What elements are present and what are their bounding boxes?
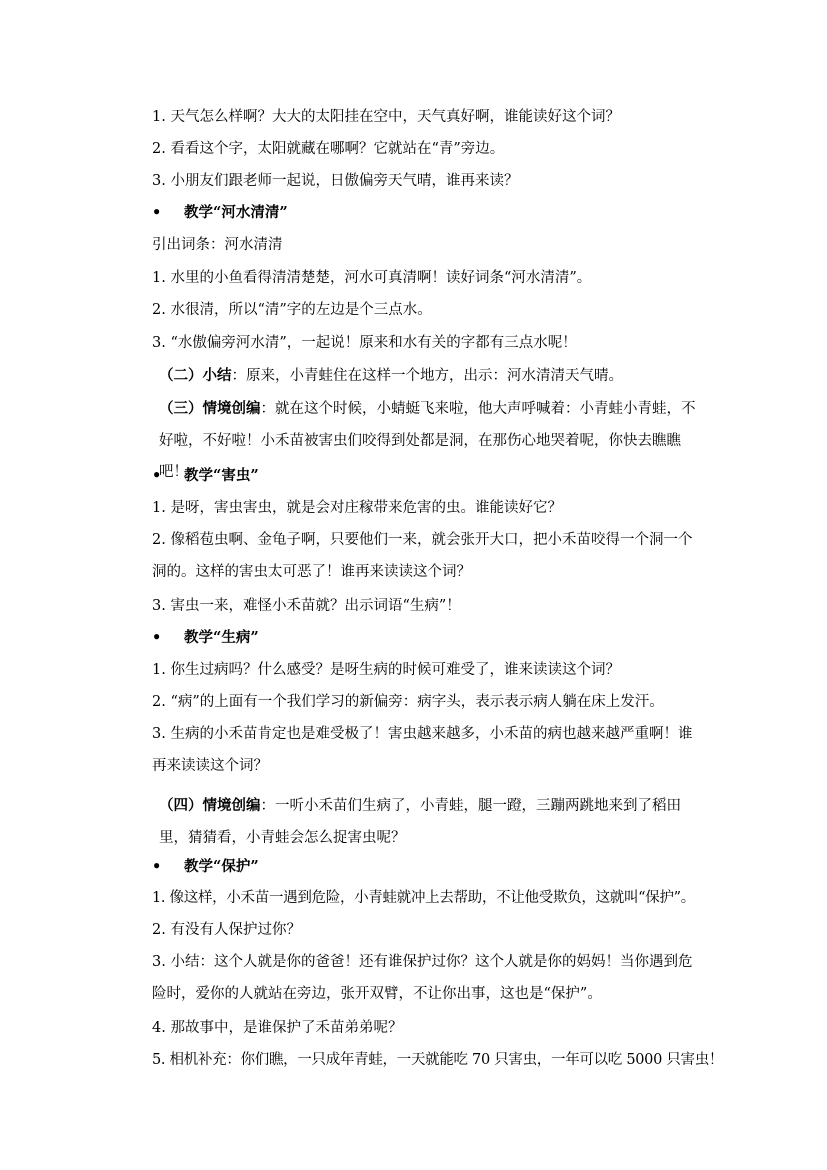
paragraph-17: 4. 那故事中，是谁保护了禾苗弟弟呢？: [152, 1020, 403, 1036]
paragraph-6: 2. 水很清，所以“清”字的左边是个三点水。: [152, 302, 432, 318]
paragraph-2: 2. 看看这个字，太阳就藏在哪啊？它就站在“青”旁边。: [152, 141, 505, 157]
paragraph-5: 1. 水里的小鱼看得清清楚楚，河水可真清啊！读好词条“河水清清”。: [152, 270, 592, 286]
paragraph-14: 1. 像这样，小禾苗一遇到危险，小青蛙就冲上去帮助，不让他受欺负，这就叫“保护”。: [152, 890, 695, 906]
section-label: （三）情境创编: [159, 400, 261, 417]
bullet-icon: •: [152, 858, 162, 875]
section-summary: [159, 366, 623, 386]
paragraph-10: 3. 害虫一来，难怪小禾苗就？出示词语“生病”！: [152, 598, 461, 614]
paragraph-1: 1. 天气怎么样啊？大大的太阳挂在空中，天气真好啊，谁能读好这个词？: [152, 109, 620, 125]
paragraph-9: 2. 像稻苞虫啊、金龟子啊，只要他们一来，就会张开大口，把小禾苗咬得一个洞一个洞的。这样的害虫太可恶了！谁再来读读这个词？: [152, 532, 693, 580]
heading-text: 教学“河水清清”: [184, 204, 288, 221]
paragraph-13: 3. 生病的小禾苗肯定也是难受极了！害虫越来越多，小禾苗的病也越来越严重啊！谁再来读读这个词？: [152, 726, 693, 774]
paragraph-8: 1. 是呀，害虫害虫，就是会对庄稼带来危害的虫。谁能读好它？: [152, 500, 562, 516]
section-text: ：就在这个时候，小蜻蜓飞来啦，他大声呼喊着：小青蛙小青蛙，不好啦，不好啦！小禾苗被害虫们咬得到处都是洞，在那伤心地哭着呢，你快去瞧瞧吧！: [159, 401, 696, 480]
heading-pests: [152, 466, 259, 486]
section-label: （四）情境创编: [159, 797, 261, 814]
section-label: （二）小结: [159, 367, 232, 384]
paragraph-16: 3. 小结：这个人就是你的爸爸！还有谁保护过你？这个人就是你的妈妈！当你遇到危险时，爱你的人就站在旁边，张开双臂，不让你出事，这也是“保护”。: [152, 954, 693, 1002]
heading-text: 教学“害虫”: [184, 467, 259, 484]
section-text: ：一听小禾苗们生病了，小青蛙，腿一蹬，三蹦两跳地来到了稻田里，猜猜看，小青蛙会怎么捉害虫呢？: [159, 798, 681, 846]
paragraph-7: 3. “水傲偏旁河水清”，一起说！原来和水有关的字都有三点水呢！: [152, 335, 577, 351]
heading-protect: [152, 857, 259, 877]
paragraph-15: 2. 有没有人保护过你？: [152, 922, 301, 938]
section-scenario-4: [159, 790, 704, 854]
paragraph-3: 3. 小朋友们跟老师一起说，日傲偏旁天气晴，谁再来读？: [152, 173, 519, 189]
bullet-icon: •: [152, 629, 162, 646]
paragraph-12: 2. “病”的上面有一个我们学习的新偏旁：病字头，表示表示病人躺在床上发汗。: [152, 694, 664, 710]
bullet-icon: •: [152, 204, 162, 221]
heading-text: 教学“生病”: [184, 629, 259, 646]
paragraph-18: 5. 相机补充：你们瞧，一只成年青蛙，一天就能吃 70 只害虫，一年可以吃 5000 只害虫！: [152, 1052, 724, 1068]
heading-sick: [152, 628, 259, 648]
heading-text: 教学“保护”: [184, 858, 259, 875]
paragraph-11: 1. 你生过病吗？什么感受？是呀生病的时候可难受了，谁来读读这个词？: [152, 662, 620, 678]
heading-river: [152, 203, 288, 223]
section-text: ：原来，小青蛙住在这样一个地方，出示：河水清清天气晴。: [231, 368, 623, 384]
paragraph-4: 引出词条：河水清清: [152, 237, 283, 253]
bullet-icon: •: [152, 467, 162, 484]
